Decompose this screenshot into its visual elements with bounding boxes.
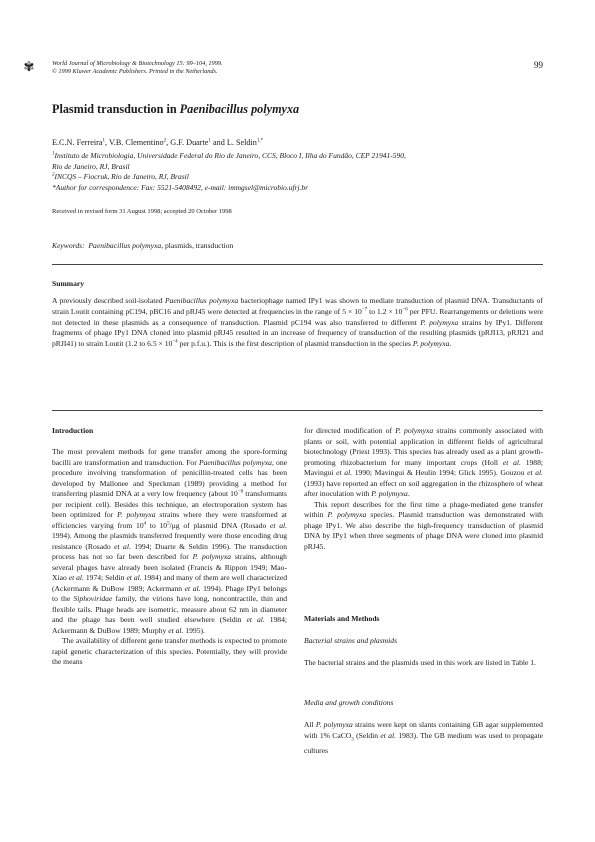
keywords-species: Paenibacillus polymyxa	[88, 241, 162, 250]
introduction-heading: Introduction	[52, 426, 94, 435]
title-prefix: Plasmid transduction in	[52, 102, 180, 116]
author-name: E.C.N. Ferreira	[52, 138, 103, 147]
author-sup: 1,*	[256, 138, 264, 144]
summary-heading: Summary	[52, 279, 85, 288]
author-name: L. Seldin	[226, 138, 257, 147]
introduction-text-continued: for directed modification of P. polymyxa strains commonly associated with plants or soil, with potential application in different fields of agricultural biotechnology (Priest 1993). This species has already used as a plant growth-promoting rhizobacterium for many important crops (Holl et al. 1988; Mavingui et al. 1990; Mavingui & Heulin 1994; Glick 1995). Gouzou et al. (1993) have reported an effect on soil aggregation in the rhizosphere of wheat after inoculation with P. polymyxa. This report describes for the first time a phage-mediated gene transfer within P. polymyxa species. Plasmid transduction was demonstrated with phage IPy1. We also describe the high-frequency transduction of plasmid DNA by IPy1 when three segments of phage DNA were cloned into plasmid pRJ45.	[304, 426, 544, 551]
journal-info	[52, 60, 223, 76]
introduction-text: The most prevalent methods for gene transfer among the spore-forming bacilli are transformation and transduction. For Paenibacillus polymyxa, one procedure involving transformation of penicillin-treated cells has been developed by Mallonee and Speckman (1989) providing a method for transferring plasmid DNA at a very low frequency (about $10^{-6}$ transformants per recipient cell). Besides this technique, an electroporation system has been optimized for P. polymyxa strains where they were transformed at efficiencies varying from $10^4$ to $10^5/\mu g$ of plasmid DNA (Rosado et al. 1994). Among the plasmids transferred frequently were those encoding drug resistance (Rosado et al. 1994; Duarte & Seldin 1996). The transduction process has not so far been described for P. polymyxa strains, although several phages have already been isolated (Francis & Rippon 1949; Mao-Xiao et al. 1974; Seldin et al. 1984) and many of them are well characterized (Ackermann & DuBow 1989; Ackermann et al. 1994). Phage IPy1 belongs to the Siphoviridae family, the virions have long, noncontractile, thin and flexible tails. Phage heads are isometric, measure about 62 nm in diameter and the phage has been well studied elsewhere (Seldin et al. 1984; Ackermann & DuBow 1989; Murphy et al. 1995). The availability of different gene transfer methods is expected to promote rapid genetic characterization of this species. Potentially, they will provide the means	[52, 447, 288, 666]
affiliation-line: $^1$Instituto de Microbiologia, Universidade Federal do Rio de Janeiro, CCS, Bloco I, Ilha do Fundão, CEP 21941-590,	[52, 151, 406, 160]
divider	[52, 410, 543, 411]
affiliation-line: Rio de Janeiro, RJ, Brasil	[52, 161, 130, 171]
publisher-logo-icon: ✾	[23, 59, 35, 74]
journal-line: World Journal of Microbiology & Biotechnology 15: 99–104, 1999.	[52, 60, 223, 67]
divider	[52, 264, 543, 265]
media-text: All P. polymyxa strains were kept on slants containing GB agar supplemented with 1% CaCO$_3$ (Seldin et al. 1983). The GB medium was used to propagate cultures	[304, 720, 543, 755]
keywords-label: Keywords:	[52, 241, 85, 250]
page-number: 99	[534, 60, 543, 70]
title-species: Paenibacillus polymyxa	[179, 102, 300, 116]
media-subheading: Media and growth conditions	[304, 698, 394, 707]
bacterial-subheading: Bacterial strains and plasmids	[304, 636, 398, 645]
author-name: V.B. Clementino	[108, 138, 164, 147]
affiliation-line: $^2$INCQS – Fiocruk, Rio de Janeiro, RJ, Brasil	[52, 172, 189, 181]
author-name: G.F. Duarte	[170, 138, 209, 147]
keywords	[52, 241, 233, 250]
keywords-rest: , plasmids, transduction	[161, 241, 234, 250]
affiliations	[52, 151, 552, 193]
correspondence-line: *Author for correspondence: Fax: 5521-5408492, e-mail: immgsel@microbio.ufrj.br	[52, 182, 309, 192]
author-sup: 1	[208, 138, 211, 144]
publisher-line: © 1999 Kluwer Academic Publishers. Printed in the Netherlands.	[52, 68, 218, 75]
author-sup: 1	[102, 138, 105, 144]
received-dates: Received in revised form 31 August 1998; accepted 20 October 1998	[52, 208, 232, 215]
materials-heading: Materials and Methods	[304, 614, 380, 623]
author-list: E.C.N. Ferreira$^1$, V.B. Clementino$^2$, G.F. Duarte$^1$ and L. Seldin$^{1,*}$	[52, 138, 264, 147]
author-sup: 2	[163, 138, 167, 144]
bacterial-text: The bacterial strains and the plasmids used in this work are listed in Table 1.	[304, 658, 536, 667]
article-title	[52, 102, 299, 117]
abstract-text: A previously described soil-isolated Paenibacillus polymyxa bacteriophage named IPy1 was shown to mediate transduction of plasmid DNA. Transductants of strain Loutit containing pC194, pBC16 and pRJ45 were detected at frequencies in the range of $5 \times 10^{-7}$ to $1.2 \times 10^{-6}$ per PFU. Rearrangements or deletions were not detected in these plasmids as a consequence of transduction. Plasmid pC194 was also transferred to different P. polymyxa strains by IPy1. Different fragments of phage IPy1 DNA cloned into plasmid pRJ45 resulted in an increase of frequency of transduction of the resulting plasmids (pRJI13, pRJI21 and pRJI41) to strain Loutit (1.2 to $6.5 \times 10^{-4}$ per p.f.u.). This is the first description of plasmid transduction in the species P. polymyxa.	[52, 296, 543, 349]
